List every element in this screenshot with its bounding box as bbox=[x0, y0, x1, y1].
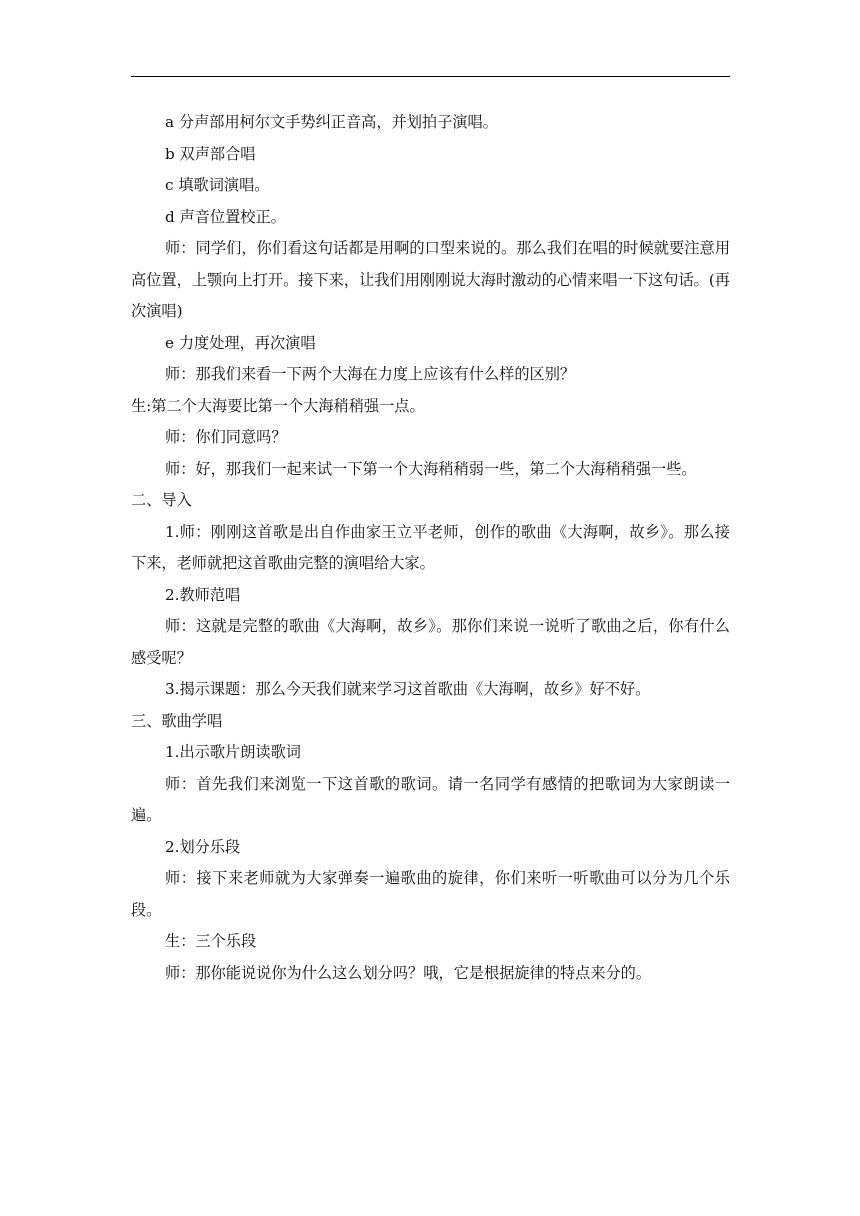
paragraph-intro-3: 3.揭示课题：那么今天我们就来学习这首歌曲《大海啊，故乡》好不好。 bbox=[165, 680, 651, 698]
paragraph-a: a 分声部用柯尔文手势纠正音高，并划拍子演唱。 bbox=[165, 113, 498, 131]
paragraph-d: d 声音位置校正。 bbox=[165, 207, 286, 226]
section-heading-learning: 三、歌曲学唱 bbox=[131, 711, 223, 730]
paragraph-learning-1: 1.出示歌片朗读歌词 bbox=[165, 743, 301, 761]
section-heading-intro: 二、导入 bbox=[131, 491, 192, 509]
paragraph-teacher-try: 师：好，那我们一起来试一下第一个大海稍稍弱一些，第二个大海稍稍强一些。 bbox=[165, 459, 697, 478]
paragraph-e: e 力度处理，再次演唱 bbox=[165, 333, 316, 352]
paragraph-student-three: 生：三个乐段 bbox=[165, 932, 257, 950]
paragraph-teacher-position: 师：同学们，你们看这句话都是用啊的口型来说的。那么我们在唱的时候就要注意用高位置，上颚向上打开。接下来，让我们用刚刚说大海时激动的心情来唱一下这句话。(再次演唱) bbox=[131, 239, 730, 320]
document-body bbox=[131, 107, 730, 989]
paragraph-student-answer: 生:第二个大海要比第一个大海稍稍强一点。 bbox=[131, 396, 425, 415]
paragraph-b: b 双声部合唱 bbox=[165, 144, 256, 163]
paragraph-teacher-melody: 师：接下来老师就为大家弹奏一遍歌曲的旋律，你们来听一听歌曲可以分为几个乐段。 bbox=[131, 869, 730, 919]
paragraph-c: c 填歌词演唱。 bbox=[165, 176, 270, 194]
paragraph-teacher-why: 师：那你能说说你为什么这么划分吗？哦，它是根据旋律的特点来分的。 bbox=[165, 963, 651, 982]
paragraph-teacher-feeling: 师：这就是完整的歌曲《大海啊，故乡》。那你们来说一说听了歌曲之后，你有什么感受呢？ bbox=[131, 617, 730, 667]
paragraph-teacher-agree: 师：你们同意吗？ bbox=[165, 428, 287, 446]
paragraph-intro-1: 1.师：刚刚这首歌是出自作曲家王立平老师，创作的歌曲《大海啊，故乡》。那么接下来，老师就把这首歌曲完整的演唱给大家。 bbox=[131, 522, 730, 572]
header-rule bbox=[131, 76, 730, 77]
paragraph-learning-2: 2.划分乐段 bbox=[165, 837, 241, 856]
paragraph-teacher-lyrics: 师：首先我们来浏览一下这首歌的歌词。请一名同学有感情的把歌词为大家朗读一遍。 bbox=[131, 774, 730, 824]
paragraph-teacher-dynamics: 师：那我们来看一下两个大海在力度上应该有什么样的区别？ bbox=[165, 365, 576, 383]
paragraph-intro-2: 2.教师范唱 bbox=[165, 585, 241, 604]
